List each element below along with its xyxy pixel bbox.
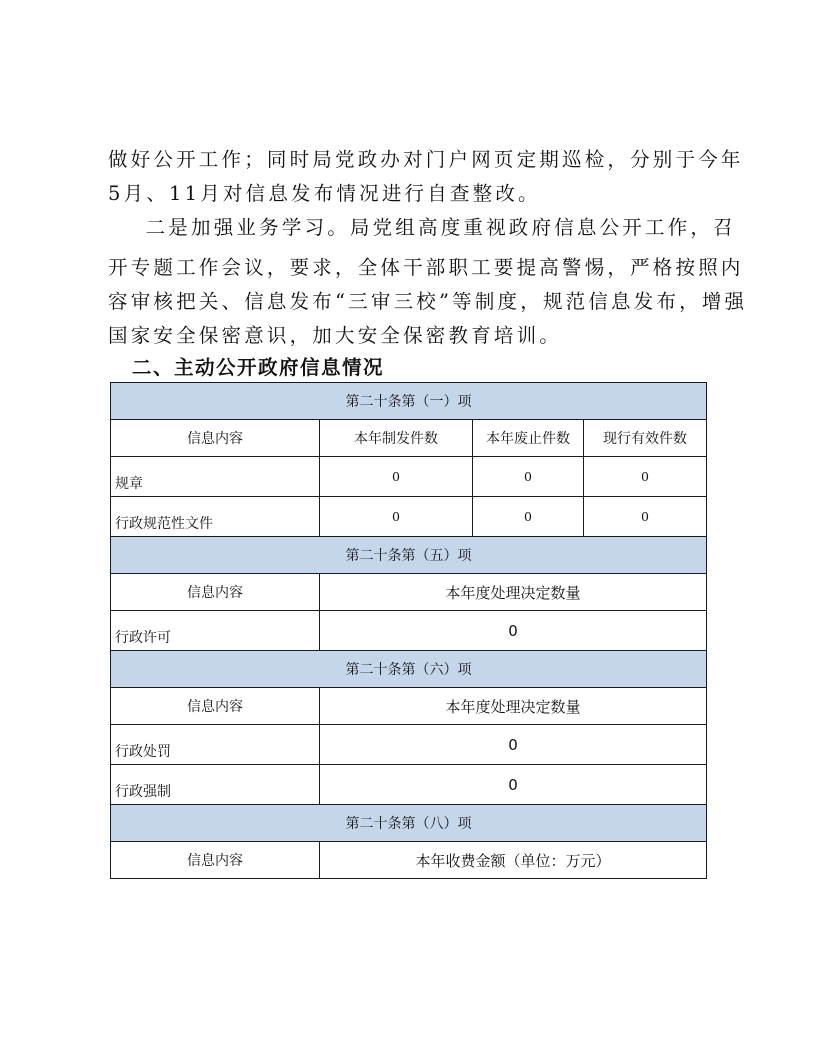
table-row (111, 765, 707, 805)
table-header-row (111, 574, 707, 611)
value-cell: 0 (584, 497, 707, 537)
table-header-row (111, 842, 707, 879)
disclosure-table (110, 382, 707, 879)
table-header-row (111, 688, 707, 725)
table-row (111, 611, 707, 651)
body-text-line-1: 做好公开工作；同时局党政办对门户网页定期巡检，分别于今年 (108, 148, 744, 171)
row-label: 规章 (111, 457, 320, 497)
value-cell: 0 (320, 725, 707, 765)
header-cell: 本年度处理决定数量 (320, 574, 707, 611)
body-text-line-6: 国家安全保密意识，加大安全保密教育培训。 (108, 324, 563, 347)
section-title-5: 第二十条第（五）项 (111, 537, 707, 574)
row-label: 行政规范性文件 (111, 497, 320, 537)
table-row (111, 497, 707, 537)
header-cell: 信息内容 (111, 420, 320, 457)
section-heading: 二、主动公开政府信息情况 (132, 356, 385, 379)
section-title-1: 第二十条第（一）项 (111, 383, 707, 420)
value-cell: 0 (320, 457, 473, 497)
table-header-row (111, 420, 707, 457)
body-text-line-3: 二是加强业务学习。局党组高度重视政府信息公开工作，召 (108, 216, 736, 239)
table-section-row (111, 651, 707, 688)
body-text-line-2: 5月、11月对信息发布情况进行自查整改。 (108, 182, 541, 205)
row-label: 行政处罚 (111, 725, 320, 765)
header-cell: 信息内容 (111, 574, 320, 611)
section-title-8: 第二十条第（八）项 (111, 805, 707, 842)
table-row (111, 725, 707, 765)
value-cell: 0 (584, 457, 707, 497)
body-text-line-5: 容审核把关、信息发布“三审三校”等制度，规范信息发布，增强 (108, 290, 748, 313)
value-cell: 0 (320, 611, 707, 651)
table-section-row (111, 537, 707, 574)
row-label: 行政许可 (111, 611, 320, 651)
table-section-row (111, 805, 707, 842)
header-cell: 信息内容 (111, 688, 320, 725)
table-row (111, 457, 707, 497)
header-cell: 本年度处理决定数量 (320, 688, 707, 725)
header-cell: 本年收费金额（单位：万元） (320, 842, 707, 879)
value-cell: 0 (473, 457, 584, 497)
body-text-line-4: 开专题工作会议，要求，全体干部职工要提高警惕，严格按照内 (108, 256, 744, 279)
value-cell: 0 (320, 497, 473, 537)
header-cell: 信息内容 (111, 842, 320, 879)
section-title-6: 第二十条第（六）项 (111, 651, 707, 688)
value-cell: 0 (320, 765, 707, 805)
table-section-row (111, 383, 707, 420)
header-cell: 本年废止件数 (473, 420, 584, 457)
row-label: 行政强制 (111, 765, 320, 805)
header-cell: 本年制发件数 (320, 420, 473, 457)
header-cell: 现行有效件数 (584, 420, 707, 457)
value-cell: 0 (473, 497, 584, 537)
